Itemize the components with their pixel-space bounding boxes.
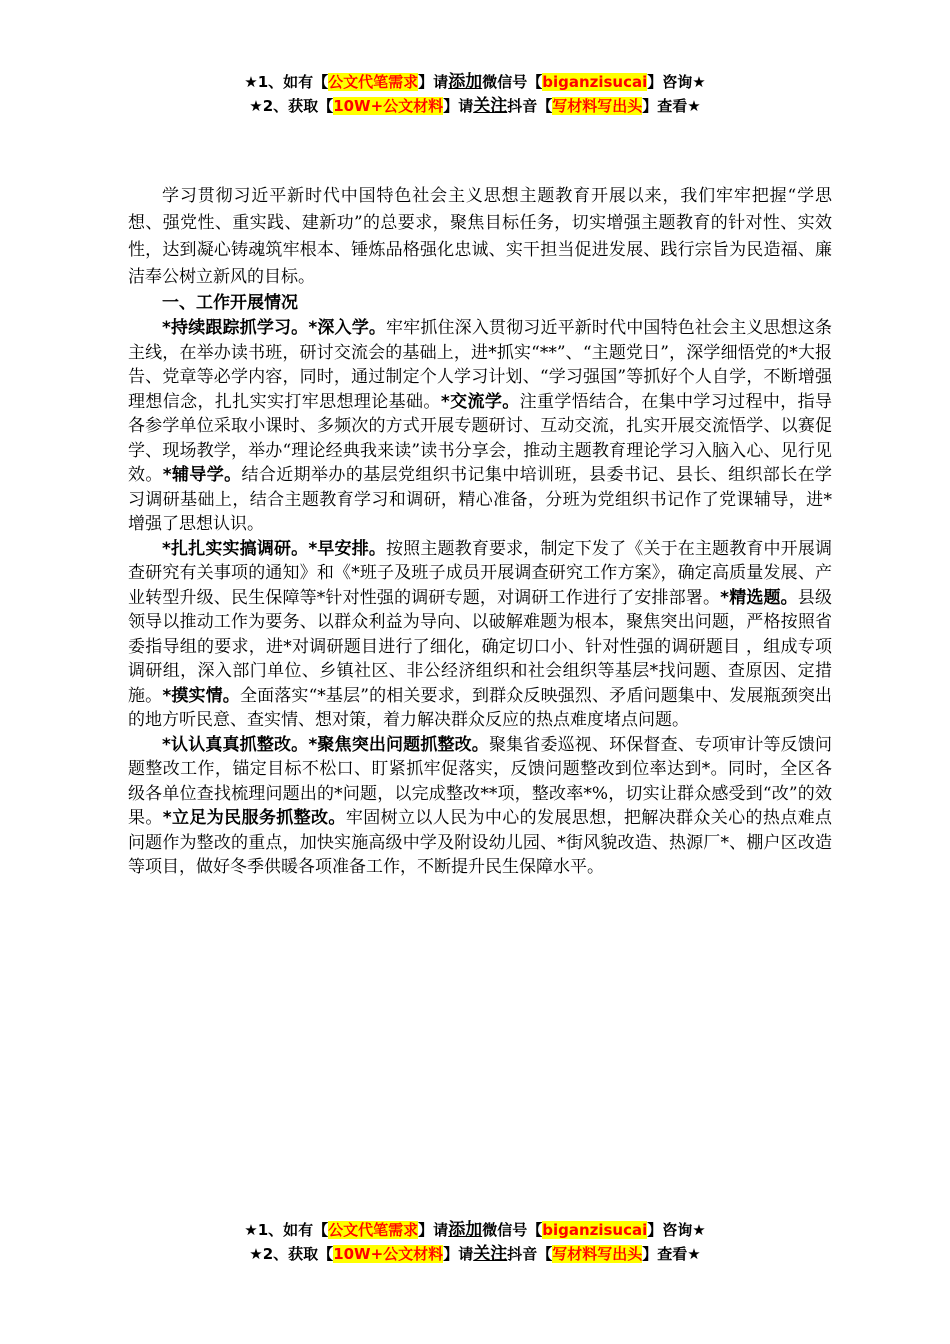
paragraph-study — [128, 316, 832, 537]
paragraph-text: 按照主题教育要求，制定下发了《关于在主题教育中开展调查研究有关事项的通知》和《*班子及班子成员开展调查研究工作方案》，确定高质量发展、产业转型升级、民生保障等*针对性强的调研专题，对调研工作进行了安排部署。 — [128, 538, 833, 608]
banner-underline: 关注 — [473, 1244, 508, 1264]
banner-text: ★2、获取【 — [249, 1245, 334, 1263]
banner-text: 微信号【 — [482, 1221, 543, 1239]
header-banner — [0, 70, 950, 118]
paragraph-text: 全面落实“*基层”的相关要求，到群众反映强烈、矛盾问题集中、发展瓶颈突出的地方听民意、查实情、想对策，着力解决群众反应的热点难度堵点问题。 — [128, 685, 833, 730]
banner-underline: 关注 — [473, 96, 508, 116]
bold-lead: *扎扎实实搞调研。*早安排。 — [162, 538, 387, 559]
banner-highlight: biganzisucai — [542, 1221, 648, 1239]
bold-lead: *摸实情。 — [162, 685, 240, 706]
banner-text: 】请 — [418, 73, 449, 91]
bold-lead: *认认真真抓整改。*聚焦突出问题抓整改。 — [162, 734, 489, 755]
banner-underline: 添加 — [448, 72, 483, 92]
banner-line-1 — [0, 1218, 950, 1242]
banner-line-2 — [0, 94, 950, 118]
banner-highlight: 10W+公文材料 — [333, 1245, 444, 1263]
paragraph-text: 结合近期举办的基层党组织书记集中培训班，县委书记、县长、组织部长在学习调研基础上，结合主题教育学习和调研，精心准备，分班为党组织书记作了党课辅导，进*增强了思想认识。 — [128, 465, 833, 534]
intro-paragraph: 学习贯彻习近平新时代中国特色社会主义思想主题教育开展以来，我们牢牢把握“学思想、强党性、重实践、建新功”的总要求，聚焦目标任务，切实增强主题教育的针对性、实效性，达到凝心铸魂筑牢根本、锤炼品格强化忠诚、实干担当促进发展、践行宗旨为民造福、廉洁奉公树立新风的目标。 — [128, 186, 832, 287]
banner-text: 微信号【 — [482, 73, 543, 91]
bold-lead: *交流学。 — [440, 391, 520, 412]
banner-highlight: 10W+公文材料 — [333, 97, 444, 115]
banner-text: 抖音【 — [507, 1245, 553, 1263]
paragraph-text: 注重学悟结合，在集中学习过程中，指导各参学单位采取小课时、多频次的方式开展专题研讨、互动交流，扎实开展交流悟学、以赛促学、现场教学，举办“理论经典我来读”读书分享会，推动主题教育理论学习入脑入心、见行见效。 — [128, 391, 833, 485]
banner-underline: 添加 — [448, 1220, 483, 1240]
banner-highlight: 公文代笔需求 — [328, 73, 419, 91]
banner-text: ★1、如有【 — [244, 1221, 329, 1239]
section-heading: 一、工作开展情况 — [162, 293, 298, 313]
banner-highlight: 公文代笔需求 — [328, 1221, 419, 1239]
banner-highlight: biganzisucai — [542, 73, 648, 91]
banner-text: ★1、如有【 — [244, 73, 329, 91]
banner-highlight: 写材料写出头 — [552, 97, 643, 115]
banner-text: 】查看★ — [642, 1245, 701, 1263]
banner-text: 】咨询★ — [647, 73, 706, 91]
banner-text: ★2、获取【 — [249, 97, 334, 115]
bold-lead: *精选题。 — [720, 587, 798, 608]
paragraph-text: 牢牢抓住深入贯彻习近平新时代中国特色社会主义思想这条主线，在举办读书班，研讨交流会的基础上，进*抓实“**”、“主题党日”，深学细悟党的*大报告、党章等必学内容，同时，通过制定个人学习计划、“学习强国”等抓好个人自学，不断增强理想信念，扎扎实实打牢思想理论基础。 — [128, 318, 833, 412]
bold-lead: *辅导学。 — [162, 465, 242, 485]
paragraph-text: 牢固树立以人民为中心的发展思想，把解决群众关心的热点难点问题作为整改的重点，加快实施高级中学及附设幼儿园、*街风貌改造、热源厂*、棚户区改造等项目，做好冬季供暖各项准备工作，不断提升民生保障水平。 — [128, 808, 833, 877]
bold-lead: *立足为民服务抓整改。 — [162, 808, 346, 828]
paragraph-text: 聚集省委巡视、环保督查、专项审计等反馈问题整改工作，锚定目标不松口、盯紧抓牢促落实，反馈问题整改到位率达到*。同时，全区各级各单位查找梳理问题出的*问题，以完成整改**项，整改率*%，切实让群众感受到“改”的效果。 — [128, 734, 832, 828]
paragraph-rectification — [128, 733, 832, 880]
bold-lead: *持续跟踪抓学习。*深入学。 — [162, 318, 387, 338]
banner-text: 抖音【 — [507, 97, 553, 115]
banner-text: 】请 — [443, 1245, 474, 1263]
banner-highlight: 写材料写出头 — [552, 1245, 643, 1263]
banner-line-2 — [0, 1242, 950, 1266]
paragraph-text: 县级领导以推动工作为要务、以群众利益为导向、以破解难题为根本，聚焦突出问题，严格按照省委指导组的要求，进*对调研题目进行了细化，确定切口小、针对性强的调研题目 ，组成专项调研组，深入部门单位、乡镇社区、非公经济组织和社会组织等基层*找问题、查原因、定措施。 — [128, 587, 833, 706]
paragraph-research — [128, 537, 832, 733]
document-body — [128, 183, 832, 880]
footer-banner — [0, 1218, 950, 1266]
banner-text: 】咨询★ — [647, 1221, 706, 1239]
banner-text: 】查看★ — [642, 97, 701, 115]
banner-text: 】请 — [418, 1221, 449, 1239]
banner-text: 】请 — [443, 97, 474, 115]
banner-line-1 — [0, 70, 950, 94]
